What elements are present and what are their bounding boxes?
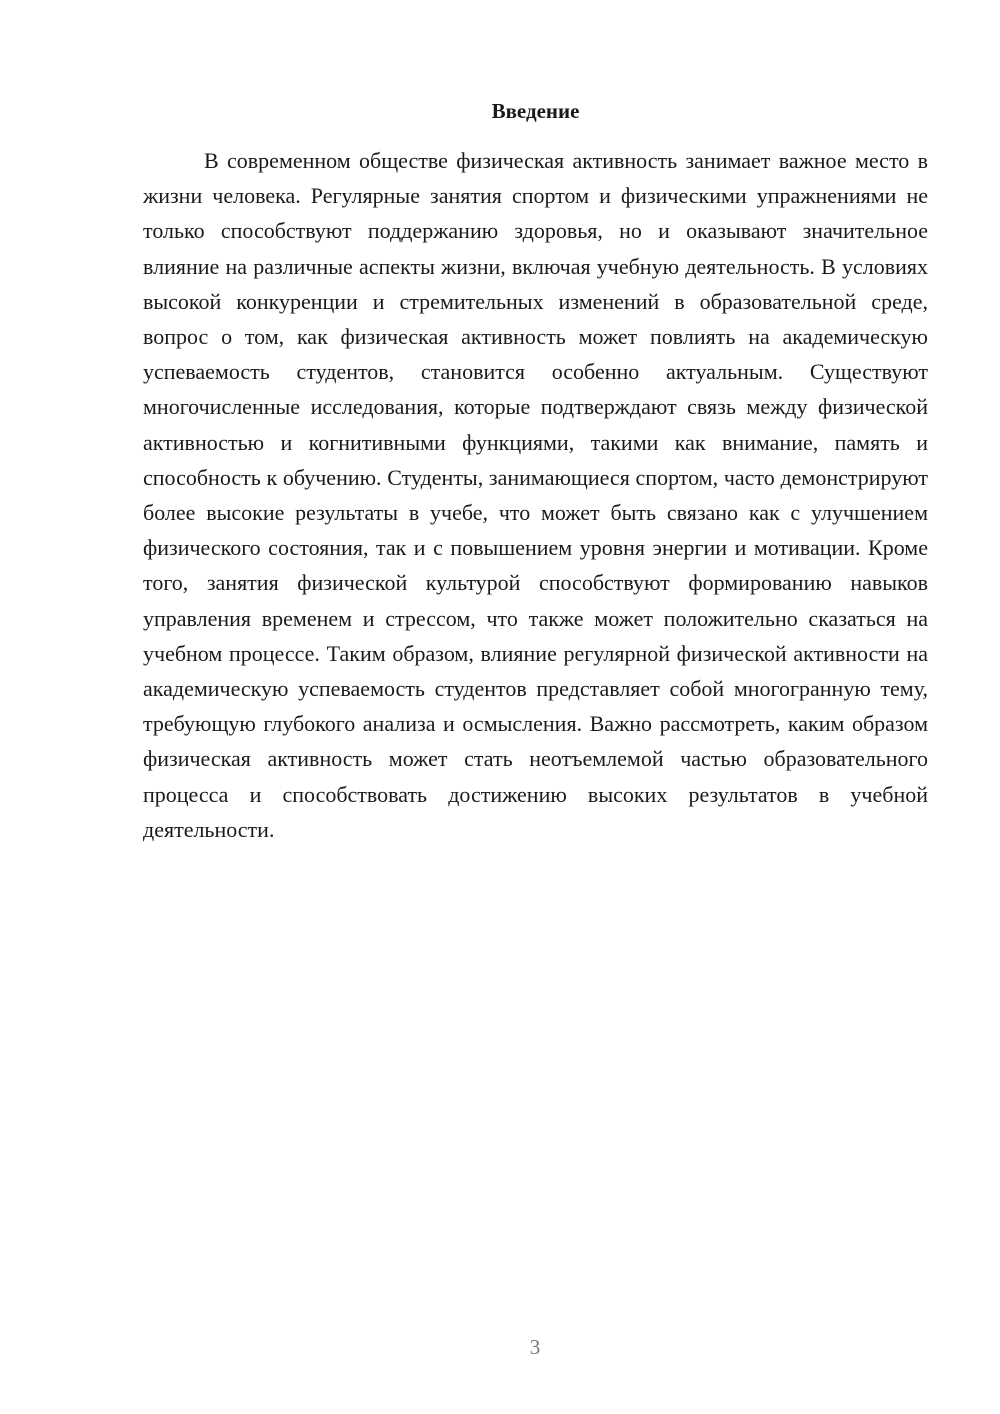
section-heading: Введение bbox=[491, 99, 580, 123]
page-number: 3 bbox=[529, 1335, 541, 1359]
body-paragraph: В современном обществе физическая активность занимает важное место в жизни человека. Регулярные занятия спортом и физическими упражнениями не только способствуют поддержанию здоровья, но и оказывают значительное влияние на различные аспекты жизни, включая учебную деятельность. В условиях высокой конкуренции и стремительных изменений в образовательной среде, вопрос о том, как физическая активность может повлиять на академическую успеваемость студентов, становится особенно актуальным. Существуют многочисленные исследования, которые подтверждают связь между физической активностью и когнитивными функциями, такими как внимание, память и способность к обучению. Студенты, занимающиеся спортом, часто демонстрируют более высокие результаты в учебе, что может быть связано как с улучшением физического состояния, так и с повышением уровня энергии и мотивации. Кроме того, занятия физической культурой способствуют формированию навыков управления временем и стрессом, что также может положительно сказаться на учебном процессе. Таким образом, влияние регулярной физической активности на академическую успеваемость студентов представляет собой многогранную тему, требующую глубокого анализа и осмысления. Важно рассмотреть, каким образом физическая активность может стать неотъемлемой частью образовательного процесса и способствовать достижению высоких результатов в учебной деятельности. bbox=[143, 148, 928, 842]
